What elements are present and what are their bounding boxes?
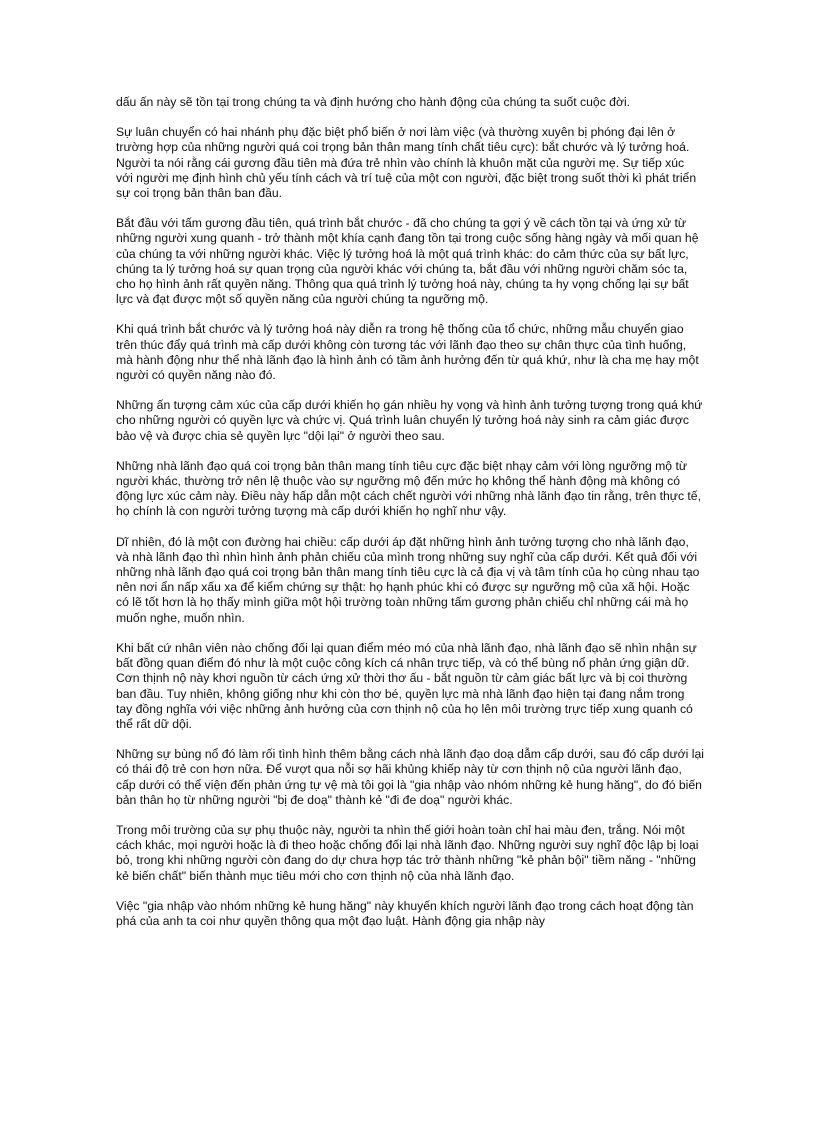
document-page bbox=[116, 95, 704, 944]
paragraph-9: Những sự bùng nổ đó làm rối tình hình thêm bằng cách nhà lãnh đạo doạ dẫm cấp dưới, sau đó cấp dưới lại có thái độ trẻ con hơn nữa. Để vượt qua nỗi sợ hãi khủng khiếp này từ cơn thịnh nộ của người lãnh đạo, cấp dưới có thể viện đến phản ứng tự vệ mà tôi gọi là "gia nhập vào nhóm những kẻ hung hăng", do đó biến bản thân họ từ những người "bị đe doạ" thành kẻ "đi đe doạ" người khác. bbox=[116, 747, 704, 807]
paragraph-6: Những nhà lãnh đạo quá coi trọng bản thân mang tính tiêu cực đặc biệt nhạy cảm với lòng ngưỡng mộ từ người khác, thường trở nên lệ thuộc vào sự ngưỡng mộ đến mức họ không thể hành động mà không có động lực xúc cảm này. Điều này hấp dẫn một cách chết người với những nhà lãnh đạo tin rằng, trên thực tế, họ chính là con người tưởng tượng mà cấp dưới khiến họ nghĩ như vậy. bbox=[116, 458, 701, 519]
paragraph-7: Dĩ nhiên, đó là một con đường hai chiều: cấp dưới áp đặt những hình ảnh tưởng tượng cho nhà lãnh đạo, và nhà lãnh đạo thì nhìn hình ảnh phản chiếu của mình trong những suy nghĩ của cấp dưới. Kết quả đối với những nhà lãnh đạo quá coi trọng bản thân mang tính tiêu cực là cả địa vị và tâm tính của họ cùng nhau tạo nên nơi ẩn nấp xấu xa để kiểm chứng sự thật: họ hạnh phúc khi có được sự ngưỡng mộ của xã hội. Hoặc có lẽ tốt hơn là họ thấy mình giữa một hội trường toàn những tấm gương phản chiếu chỉ những cái mà họ muốn nghe, muốn nhìn. bbox=[116, 534, 700, 625]
paragraph-10: Trong môi trường của sự phụ thuộc này, người ta nhìn thế giới hoàn toàn chỉ hai màu đen, trắng. Nói một cách khác, mọi người hoặc là đi theo hoặc chống đối lại nhà lãnh đạo. Những người suy nghĩ độc lập bị loại bỏ, trong khi những người còn đang do dự chưa hợp tác trở thành những "kẻ phản bội" tiềm năng - "những kẻ biến chất" biến thành mục tiêu mới cho cơn thịnh nộ của nhà lãnh đạo. bbox=[116, 822, 699, 883]
paragraph-5: Những ấn tượng cảm xúc của cấp dưới khiến họ gán nhiều hy vọng và hình ảnh tưởng tượng trong quá khứ cho những người có quyền lực và chức vị. Quá trình luân chuyển lý tưởng hoá này sinh ra cảm giác được bảo vệ và được chia sẻ quyền lực "dội lại" ở người theo sau. bbox=[116, 398, 703, 443]
paragraph-2: Sự luân chuyển có hai nhánh phụ đặc biệt phổ biến ở nơi làm việc (và thường xuyên bị phóng đại lên ở trường hợp của những người quá coi trọng bản thân mang tính chất tiêu cực): bắt chước và lý tưởng hoá. Người ta nói rằng cái gương đầu tiên mà đứa trẻ nhìn vào chính là khuôn mặt của người mẹ. Sự tiếp xúc với người mẹ định hình chủ yếu tính cách và trí tuệ của một con người, đặc biệt trong suốt thời kì phát triển sự coi trọng bản thân ban đầu. bbox=[116, 125, 697, 201]
paragraph-8: Khi bất cứ nhân viên nào chống đối lại quan điểm méo mó của nhà lãnh đạo, nhà lãnh đạo sẽ nhìn nhận sự bất đồng quan điểm đó như là một cuộc công kích cá nhân trực tiếp, và có thể bùng nổ phản ứng giận dữ. Cơn thịnh nộ này khơi nguồn từ cách ứng xử thời thơ ấu - bắt nguồn từ cảm giác bất lực và bị coi thường ban đầu. Tuy nhiên, không giống như khi còn thơ bé, quyền lực mà nhà lãnh đạo hiện tại đang nắm trong tay đồng nghĩa với việc những ảnh hưởng của cơn thịnh nộ của họ lên môi trường trực tiếp xung quanh có thể rất dữ dội. bbox=[116, 640, 697, 731]
paragraph-3: Bắt đầu với tấm gương đầu tiên, quá trình bắt chước - đã cho chúng ta gợi ý về cách tồn tại và ứng xử từ những người xung quanh - trở thành một khía cạnh đang tồn tại trong cuộc sống hàng ngày và mối quan hệ của chúng ta với những người khác. Việc lý tưởng hoá là một quá trình khác: do cảm thức của sự bất lực, chúng ta lý tưởng hoá sự quan trọng của người khác với chúng ta, bắt đầu với những người chăm sóc ta, cho họ hình ảnh rất quyền năng. Thông qua quá trình lý tưởng hoá này, chúng ta hy vọng chống lại sự bất lực và đạt được một số quyền năng của người chúng ta ngưỡng mộ. bbox=[116, 216, 699, 307]
paragraph-1: dấu ấn này sẽ tồn tại trong chúng ta và định hướng cho hành động của chúng ta suốt cuộc đời. bbox=[116, 95, 631, 109]
paragraph-11: Việc "gia nhập vào nhóm những kẻ hung hăng" này khuyến khích người lãnh đạo trong cách hoạt động tàn phá của anh ta coi như quyền thông qua một đạo luật. Hành động gia nhập này bbox=[116, 898, 694, 928]
paragraph-4: Khi quá trình bắt chước và lý tưởng hoá này diễn ra trong hệ thống của tổ chức, những mẫu chuyển giao trên thúc đẩy quá trình mà cấp dưới không còn tương tác với lãnh đạo theo sự chân thực của tình huống, mà hành động như thể nhà lãnh đạo là hình ảnh có tầm ảnh hưởng đến từ quá khứ, như là cha mẹ hay một người có quyền năng nào đó. bbox=[116, 322, 699, 383]
